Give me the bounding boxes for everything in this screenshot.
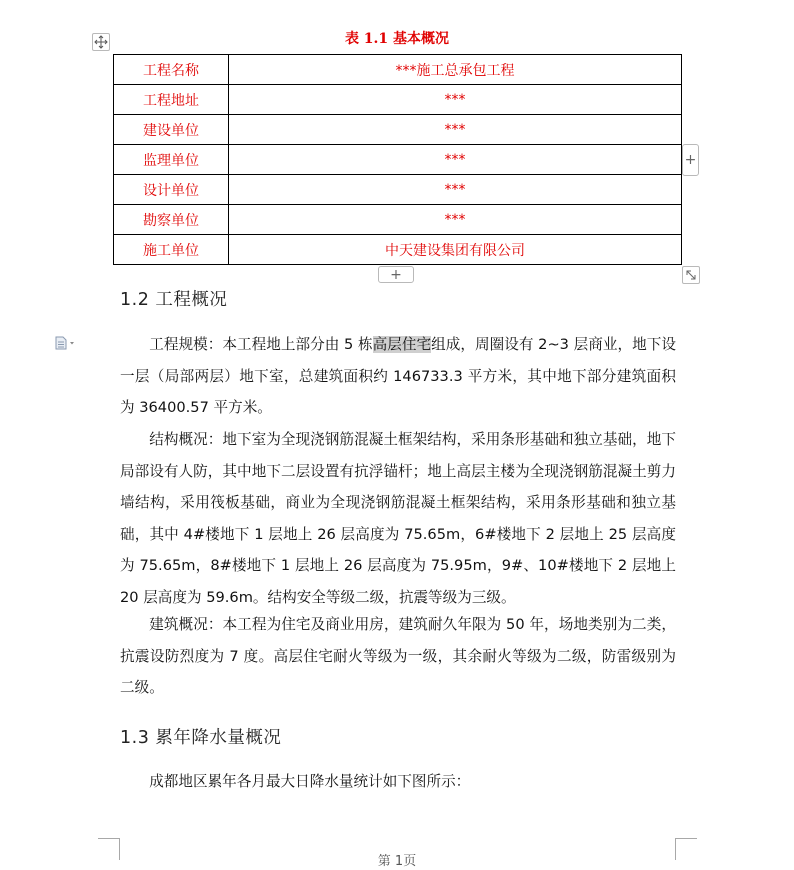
- section-heading-1-2: 1.2 工程概况: [120, 290, 228, 310]
- paragraph-rainfall-intro: 成都地区累年各月最大日降水量统计如下图所示：: [149, 773, 471, 790]
- table-cell-label[interactable]: 建设单位: [114, 115, 229, 145]
- table-row: [114, 205, 682, 235]
- text-selection-highlight[interactable]: 高层住宅: [372, 336, 432, 353]
- table-resize-handle[interactable]: [682, 266, 700, 284]
- table-row: [114, 235, 682, 265]
- plus-icon: +: [390, 266, 402, 283]
- section-heading-1-3: 1.3 累年降水量概况: [120, 728, 282, 748]
- table-cell-value[interactable]: ***: [229, 205, 682, 235]
- table-move-handle[interactable]: [92, 33, 110, 51]
- paragraph-architecture-overview: 建筑概况：本工程为住宅及商业用房，建筑耐久年限为 50 年，场地类别为二类，抗震设防烈度为 7 度。高层住宅耐火等级为一级，其余耐火等级为二级，防雷级别为二级。: [120, 616, 676, 696]
- table-row: [114, 85, 682, 115]
- add-column-button[interactable]: [682, 144, 699, 176]
- table-cell-label[interactable]: 施工单位: [114, 235, 229, 265]
- table-caption: 表 1.1 基本概况: [344, 31, 450, 47]
- paragraph-project-scale: [120, 329, 676, 424]
- paragraph-text: 组成，周圈设有 2~3 层商业，地下设一层（局部两层）地下室，总建筑面积约 146733.3 平方米，其中地下部分建筑面积为 36400.57 平方米。: [120, 336, 676, 416]
- add-row-button[interactable]: [378, 266, 414, 283]
- table-cell-label[interactable]: 工程地址: [114, 85, 229, 115]
- table-cell-label[interactable]: 监理单位: [114, 145, 229, 175]
- paragraph-text: 工程规模：本工程地上部分由 5 栋: [149, 336, 373, 353]
- table-cell-label[interactable]: 设计单位: [114, 175, 229, 205]
- paragraph-structure-overview: 结构概况：地下室为全现浇钢筋混凝土框架结构，采用条形基础和独立基础，地下局部设有人防，其中地下二层设置有抗浮锚杆；地上高层主楼为全现浇钢筋混凝土剪力墙结构，采用筏板基础，商业为全现浇钢筋混凝土框架结构，采用条形基础和独立基础，其中 4#楼地下 1 层地上 26 层高度为 75.65m，6#楼地下 2 层地上 25 层高度为 75.65m，8#楼地下 1 层地上 26 层高度为 75.95m，9#、10#楼地下 2 层地上 20 层高度为 59.6m。结构安全等级二级，抗震等级为三级。: [120, 431, 676, 606]
- table-cell-value[interactable]: ***: [229, 115, 682, 145]
- plus-icon: +: [684, 152, 697, 168]
- table-row: [114, 115, 682, 145]
- document-options-icon: [55, 336, 77, 350]
- resize-diagonal-icon: [685, 269, 697, 281]
- paragraph-options-button[interactable]: [55, 336, 77, 350]
- table-cell-label[interactable]: 勘察单位: [114, 205, 229, 235]
- table-row: [114, 55, 682, 85]
- table-row: [114, 145, 682, 175]
- table-row: [114, 175, 682, 205]
- table-cell-value[interactable]: ***施工总承包工程: [229, 55, 682, 85]
- table-cell-value[interactable]: ***: [229, 175, 682, 205]
- page-number-footer: 第 1页: [377, 854, 417, 869]
- table-cell-label[interactable]: 工程名称: [114, 55, 229, 85]
- table-cell-value[interactable]: ***: [229, 145, 682, 175]
- table-cell-value[interactable]: 中天建设集团有限公司: [229, 235, 682, 265]
- move-arrows-icon: [94, 35, 108, 49]
- table-cell-value[interactable]: ***: [229, 85, 682, 115]
- basic-info-table: [113, 54, 682, 265]
